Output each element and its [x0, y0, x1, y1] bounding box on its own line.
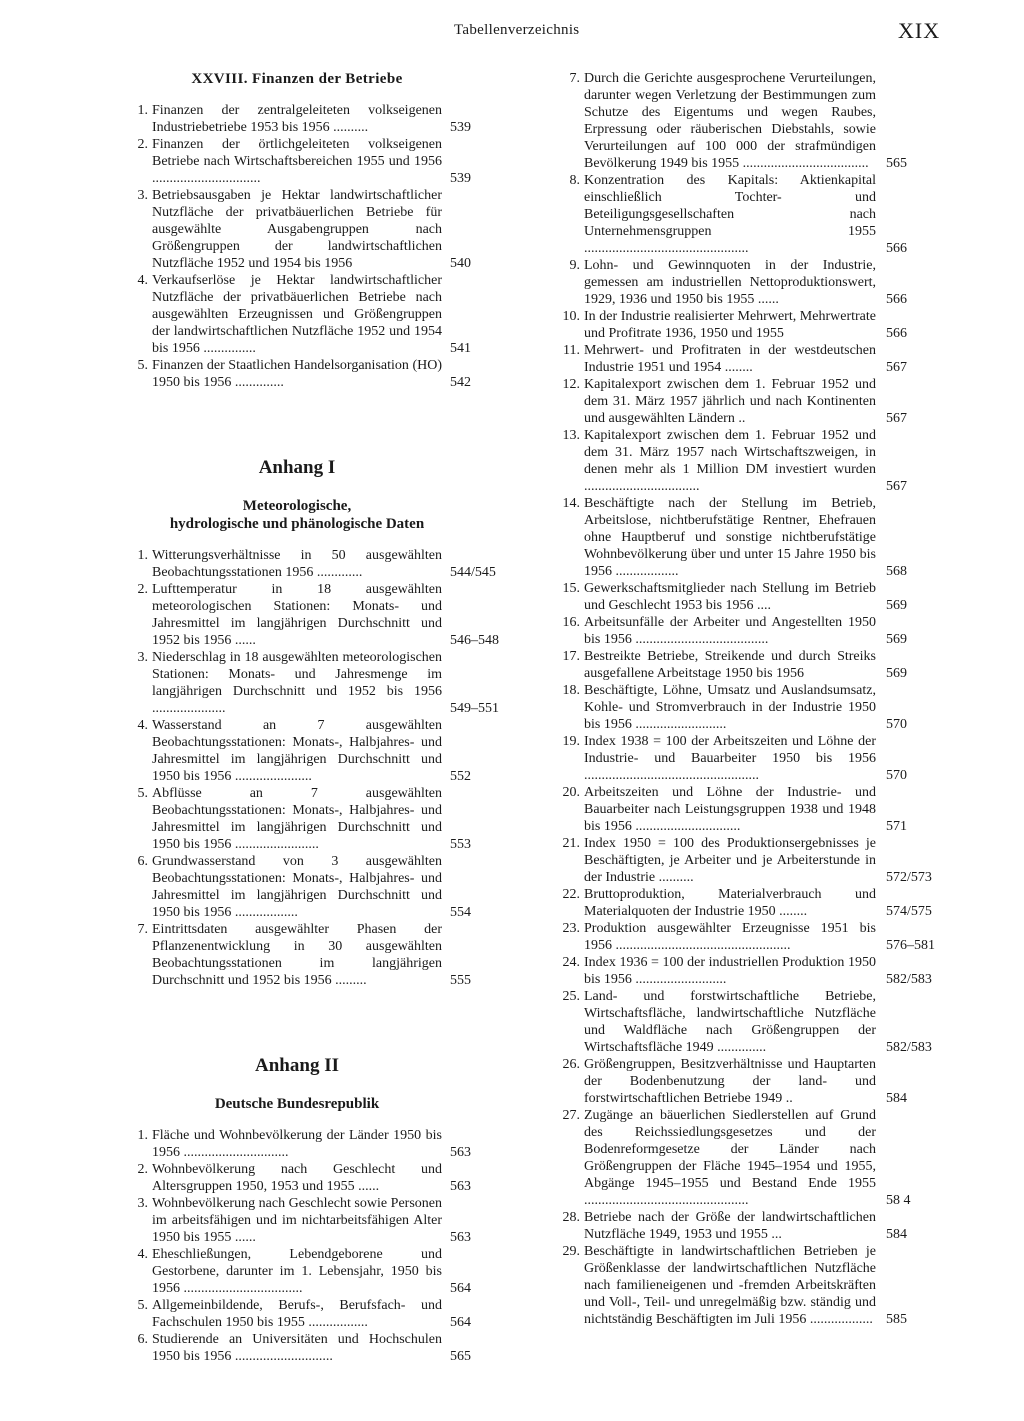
toc-entry-page: 567: [886, 479, 907, 494]
toc-entry-title: Abflüsse an 7 ausgewählten Beobachtungsstationen: Monats-, Halbjahres- und Jahresmittel im langjährigen Durchschnitt und 1950 bis 1956 ........................: [152, 786, 442, 852]
toc-entry-title: Beschäftigte, Löhne, Umsatz und Auslandsumsatz, Kohle- und Stromverbrauch in der Industrie 1950 bis 1956 ..........................: [584, 683, 876, 732]
toc-entry: [128, 1161, 471, 1195]
toc-entry-number: 4.: [137, 718, 148, 733]
toc-entry-title: Kapitalexport zwischen dem 1. Februar 1952 und dem 31. März 1957 jährlich und nach Kontinenten und ausgewählten Ländern ..: [584, 377, 876, 426]
toc-list-annex-ii: [128, 1127, 471, 1365]
toc-entry-title: Eheschließungen, Lebendgeborene und Gestorbene, darunter im 1. Lebensjahr, 1950 bis 1956 ..................................: [152, 1247, 442, 1296]
toc-entry-page: 567: [886, 360, 907, 375]
toc-entry: [128, 853, 471, 921]
toc-entry-page: 574/575: [886, 904, 932, 919]
toc-entry: [560, 308, 930, 342]
toc-entry-page: 540: [450, 256, 471, 271]
toc-entry: [560, 733, 930, 784]
toc-entry-title: Bestreikte Betriebe, Streikende und durch Streiks ausgefallene Arbeitstage 1950 bis 1956: [584, 649, 876, 681]
toc-entry-title: Lohn- und Gewinnquoten in der Industrie, gemessen am industriellen Nettoproduktionswert, 1929, 1936 und 1950 bis 1955 ......: [584, 258, 876, 307]
toc-entry: [560, 70, 930, 172]
toc-entry-number: 22.: [562, 887, 580, 902]
toc-entry: [560, 172, 930, 257]
annex-i-subtitle-line2: hydrologische und phänologische Daten: [169, 516, 425, 532]
toc-entry-page: 582/583: [886, 1040, 932, 1055]
toc-entry-page: 570: [886, 717, 907, 732]
toc-entry: [128, 581, 499, 649]
toc-entry-number: 1.: [137, 548, 148, 563]
toc-entry: [128, 1297, 471, 1331]
toc-entry: [560, 920, 935, 954]
toc-entry-number: 9.: [569, 258, 580, 273]
toc-entry-number: 5.: [137, 1298, 148, 1313]
toc-entry-title: Mehrwert- und Profitraten in der westdeutschen Industrie 1951 und 1954 ........: [584, 343, 876, 375]
toc-entry-title: Grundwasserstand von 3 ausgewählten Beobachtungsstationen: Monats-, Halbjahres- und Jahresmittel im langjährigen Durchschnitt und 1950 bis 1956 ..................: [152, 854, 442, 920]
toc-entry-title: Finanzen der Staatlichen Handelsorganisation (HO) 1950 bis 1956 ..............: [152, 358, 442, 390]
toc-entry-number: 1.: [137, 103, 148, 118]
annex-i-subtitle: [128, 497, 446, 533]
toc-entry: [560, 614, 930, 648]
left-column: [128, 70, 499, 1365]
toc-entry: [560, 682, 930, 733]
toc-entry-number: 3.: [137, 1196, 148, 1211]
toc-entry: [128, 102, 471, 136]
toc-entry-title: Index 1950 = 100 des Produktionsergebnisses je Beschäftigten, je Arbeiter und je Arbeiterstunde in der Industrie ..........: [584, 836, 876, 885]
running-title: Tabellenverzeichnis: [454, 22, 580, 38]
annex-i-subtitle-line1: Meteorologische,: [242, 498, 352, 514]
toc-entry-title: Bruttoproduktion, Materialverbrauch und Materialquoten der Industrie 1950 ........: [584, 887, 876, 919]
toc-entry-page: 571: [886, 819, 907, 834]
toc-entry-page: 563: [450, 1179, 471, 1194]
annex-ii-subtitle: Deutsche Bundesrepublik: [214, 1096, 380, 1112]
toc-entry-title: Betriebe nach der Größe der landwirtschaftlichen Nutzfläche 1949, 1953 und 1955 ...: [584, 1210, 876, 1242]
toc-entry-page: 584: [886, 1091, 907, 1106]
toc-entry-number: 25.: [562, 989, 580, 1004]
toc-entry-number: 4.: [137, 1247, 148, 1262]
toc-entry: [560, 784, 930, 835]
toc-entry-title: Durch die Gerichte ausgesprochene Verurteilungen, darunter wegen Verletzung der Bestimmungen zum Schutze des Eigentums und wegen Raubes, Erpressung oder räuberischen Diebstahls, sowie Verurteilungen auf 100 000 der strafmündigen Bevölkerung 1949 bis 1955 ....................................: [584, 71, 876, 171]
toc-list-annex-ii-continued: [560, 70, 935, 1328]
toc-list-annex-i: [128, 547, 499, 989]
toc-entry: [560, 376, 930, 427]
toc-entry: [560, 886, 930, 920]
toc-entry-title: Land- und forstwirtschaftliche Betriebe, Wirtschaftsfläche, landwirtschaftliche Nutzfläche und Waldfläche nach Größengruppen der Wirtschaftsfläche 1949 ..............: [584, 989, 876, 1055]
toc-entry-page: 563: [450, 1230, 471, 1245]
toc-entry-number: 6.: [137, 854, 148, 869]
toc-list-xxviii: [128, 102, 471, 391]
toc-entry-title: Index 1938 = 100 der Arbeitszeiten und Löhne der Industrie- und Bauarbeiter 1950 bis 1956 ..................................................: [584, 734, 876, 783]
toc-entry: [128, 272, 471, 357]
toc-entry: [560, 648, 930, 682]
toc-entry-page: 569: [886, 598, 907, 613]
toc-entry: [128, 1195, 471, 1246]
right-column: [560, 70, 935, 1328]
toc-entry: [128, 921, 471, 989]
toc-entry: [128, 785, 471, 853]
toc-entry-number: 13.: [562, 428, 580, 443]
toc-entry: [560, 495, 930, 580]
toc-entry-title: Allgemeinbildende, Berufs-, Berufsfach- und Fachschulen 1950 bis 1955 .................: [152, 1298, 442, 1330]
toc-entry-page: 569: [886, 666, 907, 681]
toc-entry-page: 546–548: [450, 633, 499, 648]
toc-entry-title: Arbeitszeiten und Löhne der Industrie- und Bauarbeiter nach Leistungsgruppen 1938 und 1948 bis 1956 ..............................: [584, 785, 876, 834]
section-heading-xxviii: XXVIII. Finanzen der Betriebe: [191, 71, 403, 87]
toc-entry-page: 564: [450, 1281, 471, 1296]
toc-entry-title: Finanzen der örtlichgeleiteten volkseigenen Betriebe nach Wirtschaftsbereichen 1955 und 1956 ...............................: [152, 137, 442, 186]
toc-entry-number: 1.: [137, 1128, 148, 1143]
toc-entry-title: Betriebsausgaben je Hektar landwirtschaftlicher Nutzfläche der privatbäuerlichen Betriebe für ausgewählte Ausgabengruppen nach Größengruppen der landwirtschaftlichen Nutzfläche 1952 und 1954 bis 1956: [152, 188, 442, 271]
toc-entry-number: 23.: [562, 921, 580, 936]
toc-entry-number: 3.: [137, 188, 148, 203]
toc-entry-title: Verkaufserlöse je Hektar landwirtschaftlicher Nutzfläche der privatbäuerlichen Betriebe nach ausgewählten Erzeugnissen und Größengruppen der landwirtschaftlichen Nutzfläche 1952 und 1954 bis 1956 ...............: [152, 273, 442, 356]
toc-entry-number: 21.: [562, 836, 580, 851]
toc-entry-page: 542: [450, 375, 471, 390]
toc-entry-page: 541: [450, 341, 471, 356]
annex-i-title: Anhang I: [258, 457, 336, 478]
toc-entry-page: 549–551: [450, 701, 499, 716]
toc-entry: [560, 257, 930, 308]
toc-entry-number: 4.: [137, 273, 148, 288]
toc-entry-title: Konzentration des Kapitals: Aktienkapital einschließlich Tochter- und Beteiligungsgesellschaften nach Unternehmensgruppen 1955 ...............................................: [584, 173, 876, 256]
toc-entry-number: 8.: [569, 173, 580, 188]
page-header: [0, 18, 1024, 46]
toc-entry-number: 19.: [562, 734, 580, 749]
toc-entry: [128, 357, 471, 391]
toc-entry: [128, 717, 471, 785]
toc-entry-title: Gewerkschaftsmitglieder nach Stellung im Betrieb und Geschlecht 1953 bis 1956 ....: [584, 581, 876, 613]
toc-entry-page: 552: [450, 769, 471, 784]
toc-entry-title: Witterungsverhältnisse in 50 ausgewählten Beobachtungsstationen 1956 .............: [152, 548, 442, 580]
toc-entry-number: 2.: [137, 582, 148, 597]
toc-entry-page: 569: [886, 632, 907, 647]
toc-entry-title: Wohnbevölkerung nach Geschlecht und Altersgruppen 1950, 1953 und 1955 ......: [152, 1162, 442, 1194]
toc-entry-number: 7.: [137, 922, 148, 937]
toc-entry-page: 567: [886, 411, 907, 426]
toc-entry-title: Lufttemperatur in 18 ausgewählten meteorologischen Stationen: Monats- und Jahresmittel im langjährigen Durchschnitt und 1952 bis 1956 ......: [152, 582, 442, 648]
toc-entry-page: 568: [886, 564, 907, 579]
toc-entry: [560, 427, 930, 495]
toc-entry-page: 566: [886, 292, 907, 307]
annex-ii-title: Anhang II: [255, 1055, 339, 1076]
toc-entry-number: 17.: [562, 649, 580, 664]
toc-entry-title: Zugänge an bäuerlichen Siedlerstellen auf Grund des Reichssiedlungsgesetzes und der Bodenreformgesetze der Länder nach Größengruppen der Fläche 1945–1954 und 1955, Abgänge 1945–1955 und Bestand Ende 1955 ...............................................: [584, 1108, 876, 1208]
toc-entry-number: 26.: [562, 1057, 580, 1072]
toc-entry-page: 563: [450, 1145, 471, 1160]
toc-entry-title: Index 1936 = 100 der industriellen Produktion 1950 bis 1956 ..........................: [584, 955, 876, 987]
toc-entry: [128, 136, 471, 187]
toc-entry-number: 20.: [562, 785, 580, 800]
toc-entry: [560, 1209, 930, 1243]
toc-entry-title: Kapitalexport zwischen dem 1. Februar 1952 und dem 31. März 1957 nach Wirtschaftszweigen, in denen mehr als 1 Million DM investiert wurden .................................: [584, 428, 876, 494]
toc-entry: [560, 1243, 930, 1328]
toc-entry: [560, 342, 930, 376]
toc-entry: [128, 187, 471, 272]
toc-entry-page: 565: [450, 1349, 471, 1364]
toc-entry-number: 28.: [562, 1210, 580, 1225]
toc-entry: [560, 988, 930, 1056]
toc-entry-number: 24.: [562, 955, 580, 970]
toc-entry-title: Produktion ausgewählter Erzeugnisse 1951 bis 1956 ..................................................: [584, 921, 876, 953]
toc-entry-title: Studierende an Universitäten und Hochschulen 1950 bis 1956 ............................: [152, 1332, 442, 1364]
toc-entry-number: 7.: [569, 71, 580, 86]
toc-entry: [560, 954, 930, 988]
toc-entry-title: Arbeitsunfälle der Arbeiter und Angestellten 1950 bis 1956 ......................................: [584, 615, 876, 647]
toc-entry-title: Beschäftigte nach der Stellung im Betrieb, Arbeitslose, nichtberufstätige Rentner, Ehefrauen ohne Hauptberuf und sonstige nichtberufstätige Wohnbevölkerung über und unter 15 Jahre 1950 bis 1956 ..................: [584, 496, 876, 579]
toc-entry-page: 570: [886, 768, 907, 783]
toc-entry-number: 11.: [563, 343, 580, 358]
toc-entry-page: 554: [450, 905, 471, 920]
toc-entry-page: 565: [886, 156, 907, 171]
toc-entry-page: 58 4: [886, 1193, 911, 1208]
toc-entry-title: Eintrittsdaten ausgewählter Phasen der Pflanzenentwicklung in 30 ausgewählten Beobachtungsstationen im langjährigen Durchschnitt und 1952 bis 1956 .........: [152, 922, 442, 988]
toc-entry-title: In der Industrie realisierter Mehrwert, Mehrwertrate und Profitrate 1936, 1950 und 1955: [584, 309, 876, 341]
toc-entry-page: 572/573: [886, 870, 932, 885]
toc-entry-page: 539: [450, 120, 471, 135]
toc-entry-number: 5.: [137, 786, 148, 801]
toc-entry-number: 3.: [137, 650, 148, 665]
toc-entry-number: 14.: [562, 496, 580, 511]
toc-entry-page: 582/583: [886, 972, 932, 987]
toc-entry: [128, 547, 496, 581]
toc-entry-page: 564: [450, 1315, 471, 1330]
toc-entry-title: Größengruppen, Besitzverhältnisse und Hauptarten der Bodenbenutzung der land- und forstwirtschaftlichen Betriebe 1949 ..: [584, 1057, 876, 1106]
page-number: XIX: [898, 18, 941, 43]
toc-entry-page: 539: [450, 171, 471, 186]
toc-entry-page: 585: [886, 1312, 907, 1327]
toc-entry-number: 29.: [562, 1244, 580, 1259]
toc-entry-title: Fläche und Wohnbevölkerung der Länder 1950 bis 1956 ..............................: [152, 1128, 442, 1160]
toc-entry: [560, 835, 930, 886]
toc-entry-title: Wasserstand an 7 ausgewählten Beobachtungsstationen: Monats-, Halbjahres- und Jahresmittel im langjährigen Durchschnitt und 1950 bis 1956 ......................: [152, 718, 442, 784]
toc-entry-number: 6.: [137, 1332, 148, 1347]
toc-entry-title: Wohnbevölkerung nach Geschlecht sowie Personen im arbeitsfähigen und im nichtarbeitsfähigen Alter 1950 bis 1955 ......: [152, 1196, 442, 1245]
toc-entry-page: 566: [886, 241, 907, 256]
toc-entry: [560, 580, 930, 614]
toc-entry-number: 10.: [562, 309, 580, 324]
toc-entry-title: Finanzen der zentralgeleiteten volkseigenen Industriebetriebe 1953 bis 1956 ..........: [152, 103, 442, 135]
toc-entry-number: 18.: [562, 683, 580, 698]
toc-entry-page: 544/545: [450, 565, 496, 580]
toc-entry-page: 584: [886, 1227, 907, 1242]
toc-entry-page: 553: [450, 837, 471, 852]
toc-entry: [560, 1107, 930, 1209]
toc-entry: [560, 1056, 930, 1107]
toc-entry-number: 2.: [137, 137, 148, 152]
toc-entry-title: Niederschlag in 18 ausgewählten meteorologischen Stationen: Monats- und Jahresmenge im langjährigen Durchschnitt und 1952 bis 1956 .....................: [152, 650, 442, 716]
toc-entry-number: 15.: [562, 581, 580, 596]
toc-entry-page: 555: [450, 973, 471, 988]
toc-entry-title: Beschäftigte in landwirtschaftlichen Betrieben je Größenklasse der landwirtschaftlichen Nutzfläche nach familieneigenen und -fremden Arbeitskräften und Voll-, Teil- und unregelmäßig bzw. ständig und nichtständig Beschäftigten im Juli 1956 ..................: [584, 1244, 876, 1327]
toc-entry-page: 576–581: [886, 938, 935, 953]
toc-entry: [128, 649, 499, 717]
toc-entry: [128, 1246, 471, 1297]
toc-entry-number: 5.: [137, 358, 148, 373]
toc-entry-number: 16.: [562, 615, 580, 630]
toc-entry-number: 12.: [562, 377, 580, 392]
toc-entry-number: 27.: [562, 1108, 580, 1123]
toc-entry-page: 566: [886, 326, 907, 341]
toc-entry-number: 2.: [137, 1162, 148, 1177]
toc-entry: [128, 1127, 471, 1161]
toc-entry: [128, 1331, 471, 1365]
